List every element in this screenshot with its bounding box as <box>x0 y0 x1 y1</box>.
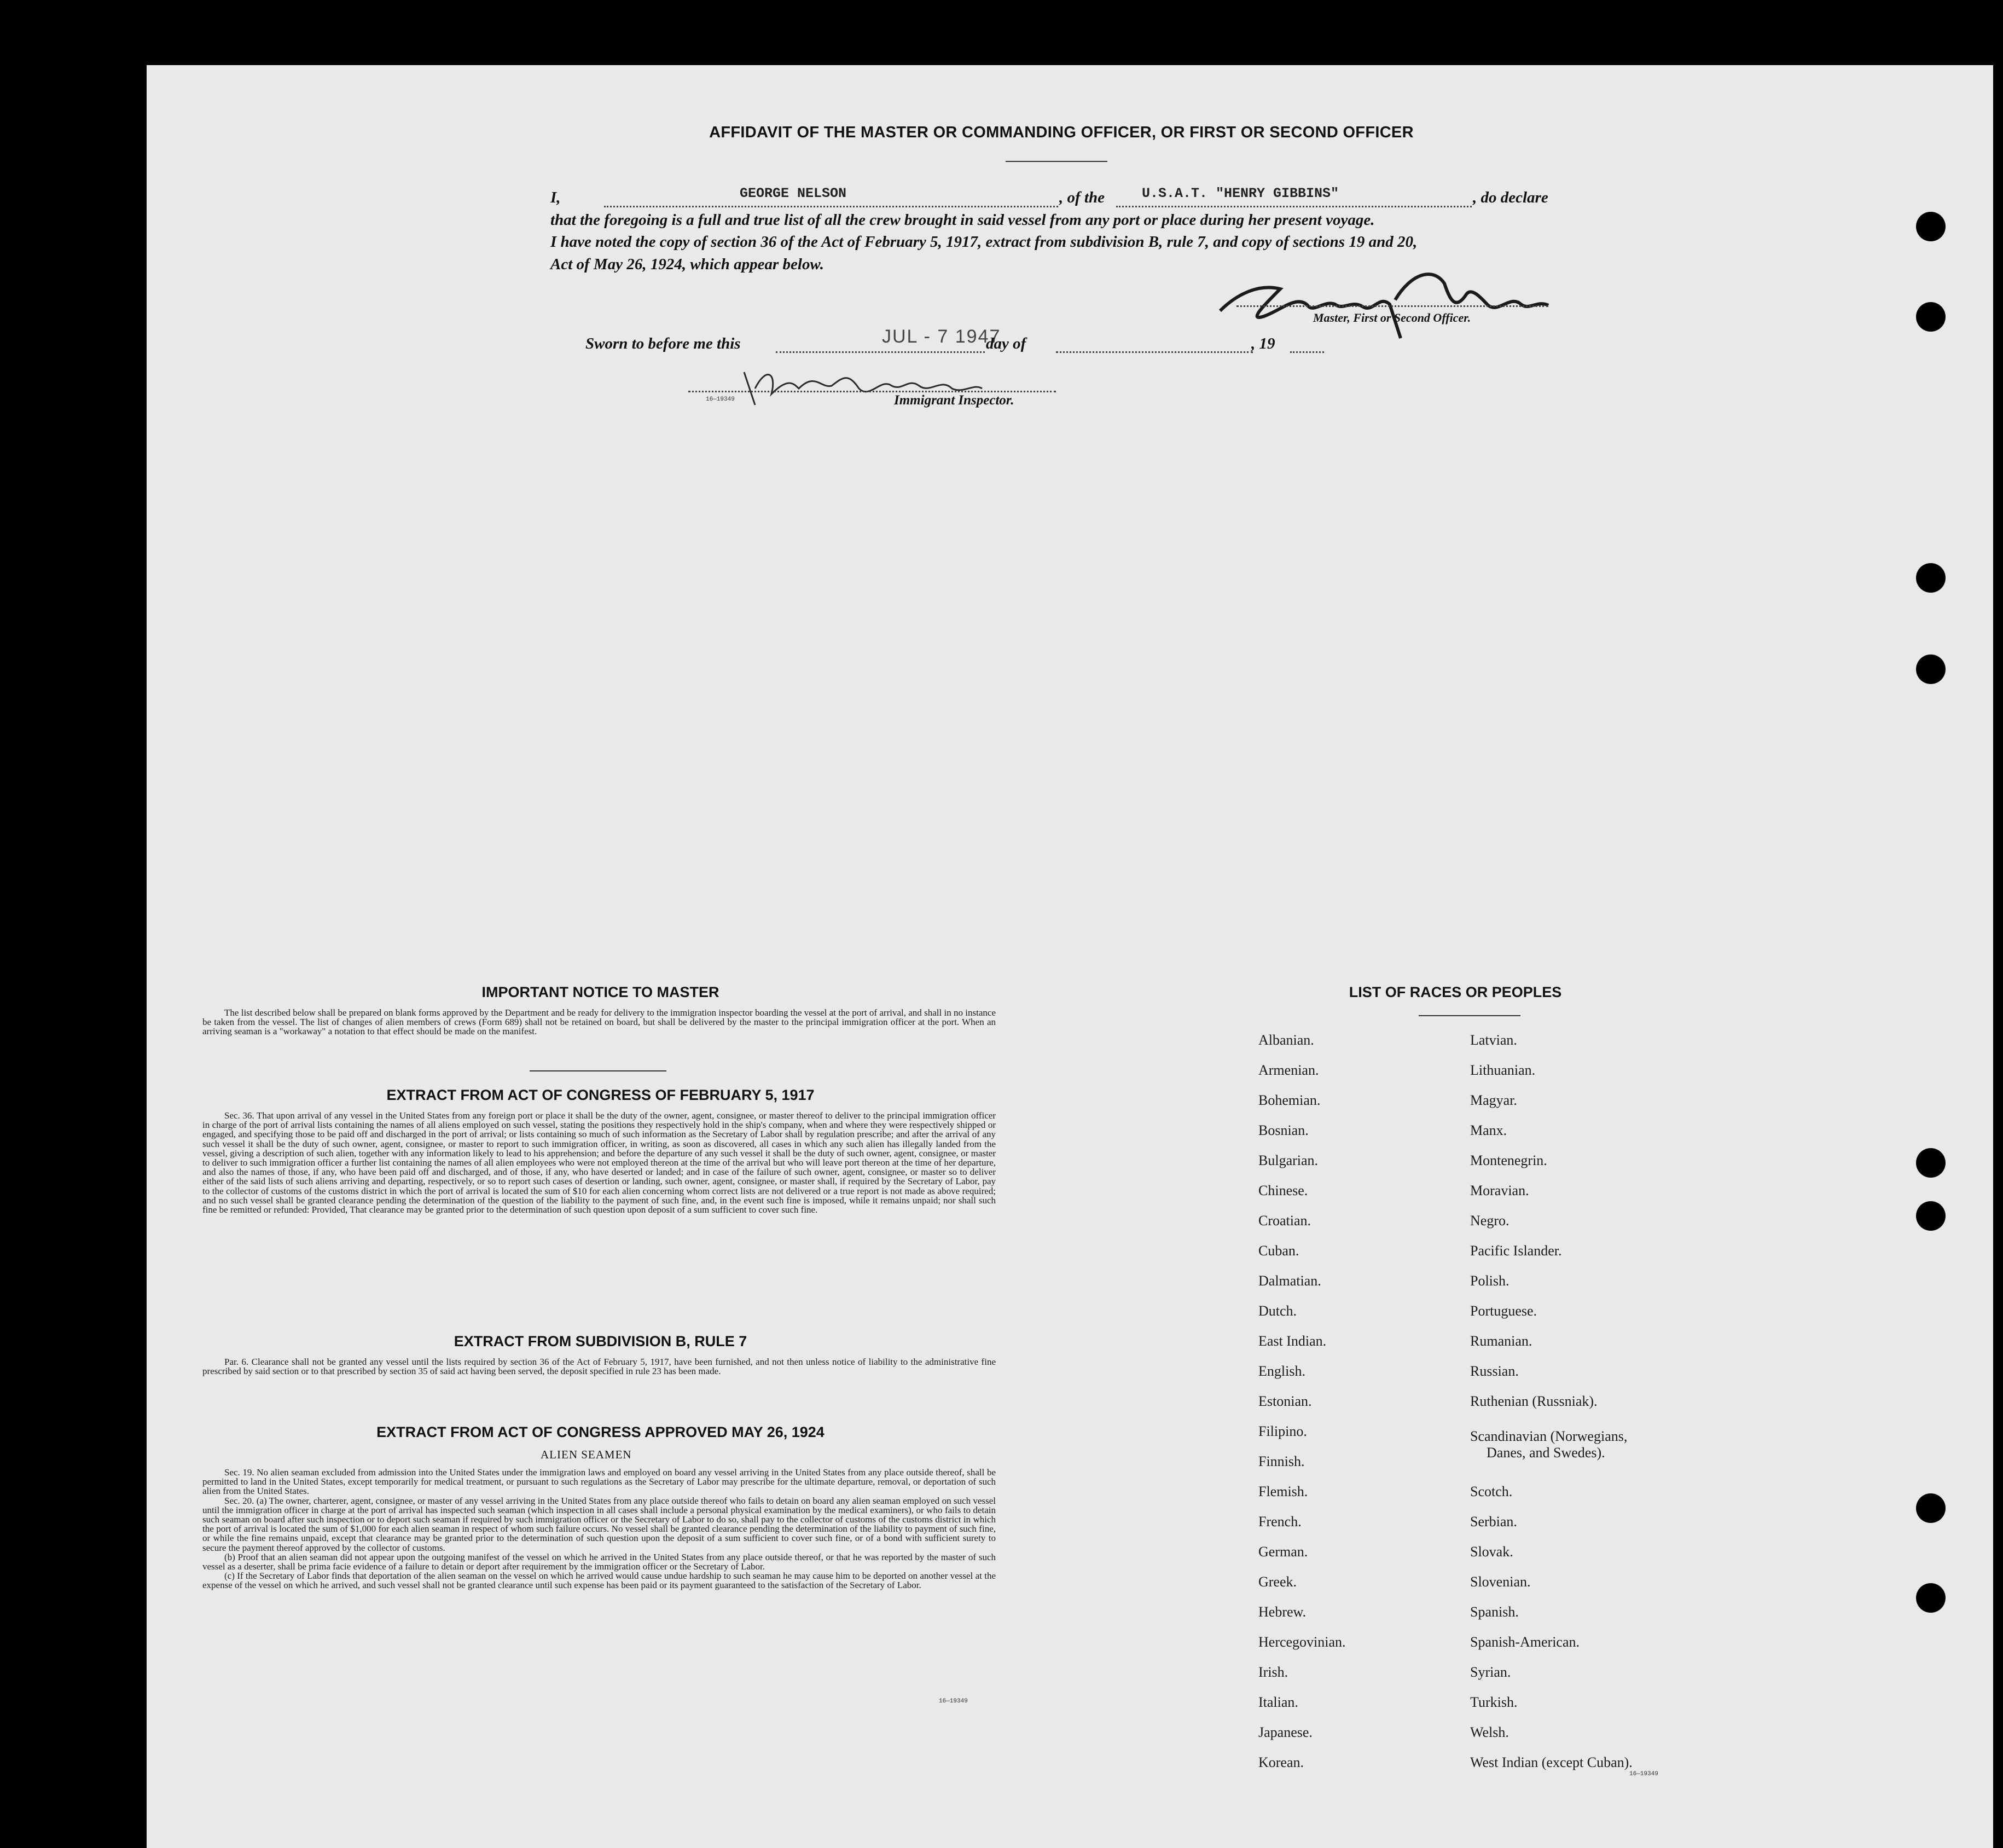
sworn-prefix: Sworn to before me this <box>585 335 741 352</box>
punch-hole <box>1916 1148 1946 1178</box>
race-item: Bulgarian. <box>1258 1152 1319 1168</box>
race-item: Scotch. <box>1470 1484 1513 1499</box>
race-item: Croatian. <box>1258 1213 1311 1229</box>
race-item: Pacific Islander. <box>1470 1243 1562 1259</box>
race-item: Irish. <box>1258 1664 1288 1680</box>
race-item: Bosnian. <box>1258 1122 1309 1138</box>
race-item: Slovak. <box>1470 1544 1513 1560</box>
punch-hole <box>1916 654 1946 684</box>
punch-hole <box>1916 1493 1946 1523</box>
race-item: Slovenian. <box>1470 1574 1531 1590</box>
notice-title: IMPORTANT NOTICE TO MASTER <box>481 984 719 1000</box>
race-item: Japanese. <box>1258 1724 1313 1740</box>
race-item: Ruthenian (Russniak). <box>1470 1393 1598 1409</box>
sec36-paragraph: Sec. 36. That upon arrival of any vessel in the United States from any foreign port or place it shall be the duty of the owner, agent, consignee, or master thereof to deliver to the principal immigration officer in charge of the port of arrival lists containing the names of all aliens employed on such vessel, stating the positions they respectively hold in the ship's company, when and where they were respectively shipped or engaged, and specifying those to be paid off and discharged in the port of arrival; or lists containing so much of such information as the Secretary of Labor shall by regulation prescribe; and after the arrival of any such vessel it shall be the duty of such owner, agent, consignee, or master to report to such immigration officer, in writing, as soon as discovered, all cases in which any such alien has illegally landed from the vessel, giving a description of such alien, together with any information likely to lead to his apprehension; and before the departure of any such vessel it shall be the duty of such owner, agent, consignee, or master to deliver to such immigration officer a further list containing the names of all alien employees who were not employed thereon at the time of the arrival but who will leave port thereon at the time of her departure, and also the names of those, if any, who have been paid off and discharged, and of those, if any, who have deserted or landed; and in case of the failure of such owner, agent, consignee, or master so to deliver either of the said lists of such aliens arriving and departing, respectively, or so to report such cases of desertion or landing, such owner, agent, consignee, or master shall, if required by the Secretary of Labor, pay to the collector of customs of the customs district in which the port of arrival is located the sum of $10 for each alien concerning whom correct lists are not delivered or a true report is not made as above required; and no such vessel shall be granted clearance pending the determination of the question of the liability to the payment of such fine, and, in the event such fine is imposed, while it remains unpaid; nor shall such fine be remitted or refunded: Provided, That clearance may be granted prior to the determination of such question upon deposit of a sum sufficient to cover such fine. <box>202 1110 996 1215</box>
punch-hole <box>1916 563 1946 593</box>
race-item: French. <box>1258 1514 1302 1530</box>
race-item: Bohemian. <box>1258 1092 1321 1108</box>
par6-paragraph: Par. 6. Clearance shall not be granted any vessel until the lists required by section 36 of the Act of February 5, 1917, have been furnished, and not then unless notice of liability to the administrative fine prescribed by said section or to that prescribed by section 35 of said act having been served, the deposit specified in rule 23 has been made. <box>202 1357 996 1377</box>
race-item: Polish. <box>1470 1273 1509 1289</box>
race-item: Cuban. <box>1258 1243 1299 1259</box>
master-signature <box>1215 262 1554 344</box>
race-item: Magyar. <box>1470 1092 1517 1108</box>
vessel-field-line <box>1116 206 1472 207</box>
race-item: Dalmatian. <box>1258 1273 1321 1289</box>
race-item: Serbian. <box>1470 1514 1517 1530</box>
form-number: 16—19349 <box>939 1698 968 1705</box>
inspector-caption: Immigrant Inspector. <box>894 393 1014 408</box>
inspector-line <box>688 391 1056 392</box>
sworn-year-prefix: , 19 <box>1251 335 1275 352</box>
race-item: Latvian. <box>1470 1032 1517 1048</box>
race-item: Manx. <box>1470 1122 1507 1138</box>
race-item: Finnish. <box>1258 1453 1305 1469</box>
race-item: Greek. <box>1258 1574 1297 1590</box>
affidavit-line3: I have noted the copy of section 36 of the Act of February 5, 1917, extract from subdivision B, rule 7, and copy of sections 19 and 20, <box>550 233 1418 251</box>
extract-1917-title: EXTRACT FROM ACT OF CONGRESS OF FEBRUARY 5, 1917 <box>386 1087 815 1103</box>
sec20b-paragraph: (b) Proof that an alien seaman did not appear upon the outgoing manifest of the vessel on which he arrived in the United States from any place outside thereof, or that he was reported by the master of such vessel as a deserter, shall be prima facie evidence of a failure to detain or deport after requirement by the immigration officer or the Secretary of Labor. <box>202 1551 996 1572</box>
signature-line <box>1236 305 1548 307</box>
race-item: Montenegrin. <box>1470 1152 1547 1168</box>
affidavit-line1-suffix: , do declare <box>1473 189 1548 206</box>
extract-1924-title: EXTRACT FROM ACT OF CONGRESS APPROVED MAY 26, 1924 <box>376 1424 825 1440</box>
punch-hole <box>1916 1583 1946 1613</box>
signature-caption: Master, First or Second Officer. <box>1313 311 1471 325</box>
sworn-month-line <box>1056 351 1253 353</box>
affidavit-line4: Act of May 26, 1924, which appear below. <box>550 256 824 273</box>
race-item: Danes, and Swedes). <box>1487 1445 1605 1461</box>
extract-1924-text <box>202 1468 996 1590</box>
sec19-paragraph: Sec. 19. No alien seaman excluded from admission into the United States under the immigration laws and employed on board any vessel arriving in the United States from any place outside thereof, shall be permitted to land in the United States, except temporarily for medical treatment, or pursuant to such regulations as the Secretary of Labor may prescribe for the ultimate departure, removal, or deportation of such alien from the United States. <box>202 1467 996 1497</box>
race-item: Chinese. <box>1258 1183 1308 1198</box>
date-stamp: JUL - 7 1947 <box>882 326 1001 347</box>
race-item: Scandinavian (Norwegians, <box>1470 1428 1628 1444</box>
alien-seamen-subtitle: ALIEN SEAMEN <box>541 1448 632 1461</box>
form-number: 16—19349 <box>1629 1771 1658 1777</box>
race-item: Rumanian. <box>1470 1333 1532 1349</box>
sec20a-paragraph: Sec. 20. (a) The owner, charterer, agent, consignee, or master of any vessel arriving in the United States from any place outside thereof who fails to detain on board any alien seaman employed on such vessel until the immigration officer in charge at the port of arrival has inspected such seaman (which inspection in all cases shall include a personal physical examination by the medical examiners), or who fails to detain such seaman on board after such inspection or to deport such seaman if required by such immigration officer or the Secretary of Labor to do so, shall pay to the collector of customs of the customs district in which the port of arrival is located the sum of $1,000 for each alien seaman in respect of whom such failure occurs. No vessel shall be granted clearance pending the determination of the liability to payment of such fine, or while the fine remains unpaid, except that clearance may be granted prior to the determination of such question upon the deposit of a sum sufficient to cover such fine, or of a bond with sufficient surety to secure the payment thereof approved by the collector of customs. <box>202 1495 996 1553</box>
race-item: Filipino. <box>1258 1423 1307 1439</box>
sworn-day-of: day of <box>986 335 1026 352</box>
rule7-title: EXTRACT FROM SUBDIVISION B, RULE 7 <box>454 1333 747 1349</box>
affidavit-line1-mid: , of the <box>1059 189 1105 206</box>
affidavit-line1-prefix: I, <box>550 189 561 206</box>
race-item: Dutch. <box>1258 1303 1297 1319</box>
name-field-line <box>604 206 1058 207</box>
notice-text <box>202 1008 996 1036</box>
punch-hole <box>1916 302 1946 332</box>
race-item: Syrian. <box>1470 1664 1511 1680</box>
race-item: German. <box>1258 1544 1308 1560</box>
race-item: Italian. <box>1258 1694 1298 1710</box>
punch-hole <box>1916 1201 1946 1231</box>
affidavit-line2: that the foregoing is a full and true list of all the crew brought in said vessel from any port or place during her present voyage. <box>550 211 1375 229</box>
form-number: 16—19349 <box>706 396 735 403</box>
race-item: Portuguese. <box>1470 1303 1537 1319</box>
races-title: LIST OF RACES OR PEOPLES <box>1349 984 1562 1000</box>
extract-1917-text <box>202 1111 996 1214</box>
race-item: Armenian. <box>1258 1062 1319 1078</box>
race-item: Negro. <box>1470 1213 1509 1229</box>
race-item: Flemish. <box>1258 1484 1308 1499</box>
race-item: Moravian. <box>1470 1183 1529 1198</box>
affidavit-title: AFFIDAVIT OF THE MASTER OR COMMANDING OFFICER, OR FIRST OR SECOND OFFICER <box>709 124 1414 141</box>
vessel-name: U.S.A.T. "HENRY GIBBINS" <box>1142 186 1339 201</box>
declarant-name: GEORGE NELSON <box>740 186 847 201</box>
race-item: Turkish. <box>1470 1694 1518 1710</box>
rule7-text <box>202 1357 996 1376</box>
race-item: Estonian. <box>1258 1393 1312 1409</box>
race-item: West Indian (except Cuban). <box>1470 1754 1633 1770</box>
sec20c-paragraph: (c) If the Secretary of Labor finds that deportation of the alien seaman on the vessel on which he arrived would cause undue hardship to such seaman he may cause him to be deported on another vessel at the expense of the vessel on which he arrived, and such vessel shall not be granted clearance until such expense has been paid or its payment guaranteed to the satisfaction of the Secretary of Labor. <box>202 1571 996 1591</box>
race-item: Russian. <box>1470 1363 1519 1379</box>
race-item: English. <box>1258 1363 1305 1379</box>
punch-hole <box>1916 212 1946 241</box>
race-item: Albanian. <box>1258 1032 1314 1048</box>
race-item: East Indian. <box>1258 1333 1327 1349</box>
sworn-day-line <box>776 351 985 353</box>
race-item: Spanish. <box>1470 1604 1519 1620</box>
sworn-year-line <box>1290 351 1324 353</box>
notice-paragraph: The list described below shall be prepared on blank forms approved by the Department and be ready for delivery to the immigration inspector boarding the vessel at the port of arrival, and shall in no instance be taken from the vessel. The list of changes of alien members of crews (Form 689) shall not be retained on board, but shall be delivered by the master to the principal immigration officer at the port. When an arriving seaman is a "workaway" a notation to that effect should be made on the manifest. <box>202 1007 996 1037</box>
race-item: Spanish-American. <box>1470 1634 1580 1650</box>
race-item: Hebrew. <box>1258 1604 1307 1620</box>
divider <box>530 1070 666 1071</box>
race-item: Korean. <box>1258 1754 1304 1770</box>
race-item: Welsh. <box>1470 1724 1509 1740</box>
race-item: Hercegovinian. <box>1258 1634 1346 1650</box>
divider <box>1419 1015 1520 1016</box>
race-item: Lithuanian. <box>1470 1062 1536 1078</box>
divider <box>1006 161 1107 162</box>
